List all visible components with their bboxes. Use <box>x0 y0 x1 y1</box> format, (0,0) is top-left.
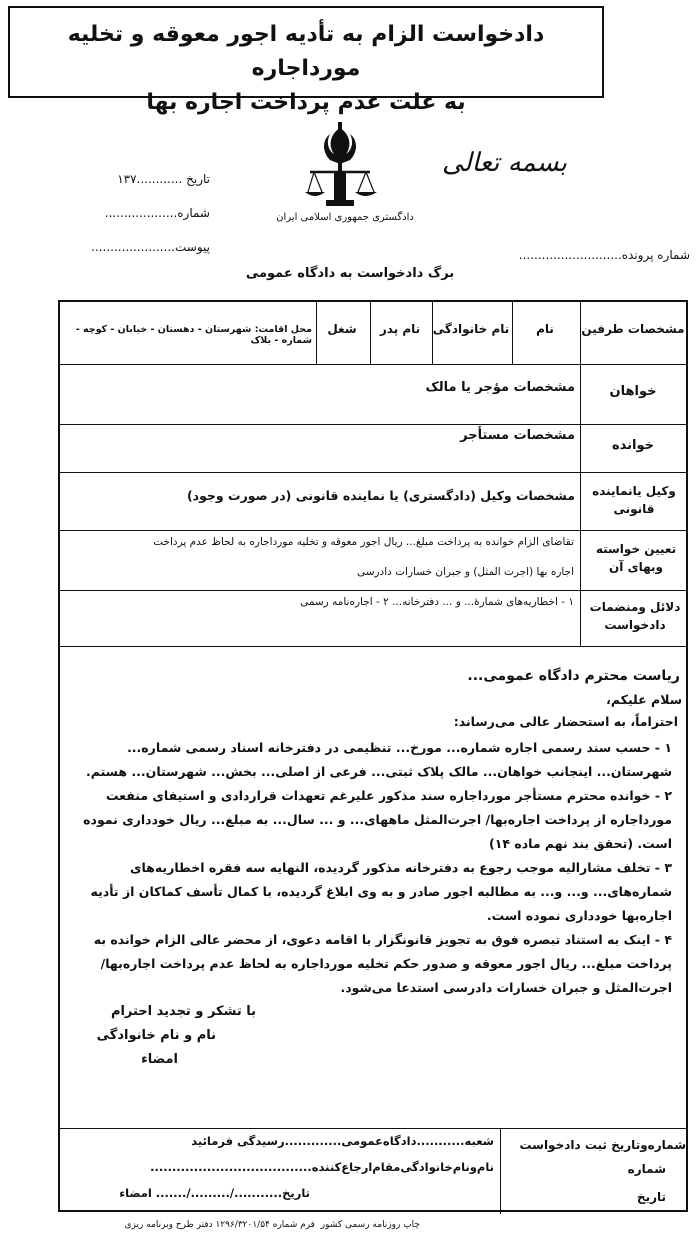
family-name-header: نام خانوادگی <box>432 322 510 336</box>
claim-label: تعیین خواسته وبهای آن <box>595 542 677 574</box>
attachment-field[interactable]: پیوست...................... <box>91 240 210 254</box>
date-field[interactable]: تاریخ ............۱۳۷ <box>117 172 210 186</box>
father-name-header: نام پدر <box>379 322 421 336</box>
plaintiff-label: خواهان <box>609 384 657 399</box>
defendant-label: خوانده <box>611 438 655 453</box>
paragraph-3-line-2: شماره‌های... و... و... به مطالبه اجور صادر و به وی ابلاغ گردیده، با کمال تأسف کماکان از تأدیه <box>90 884 672 899</box>
defendant-value[interactable]: مشخصات مستأجر <box>460 428 575 443</box>
letter-greeting: سلام علیکم، <box>606 692 682 707</box>
claim-value-line2[interactable]: اجاره بها (اجرت المثل) و جبران خسارات دادرسی <box>356 566 574 578</box>
form-number: فرم شماره ۱۲۹۶/۳۲۰۱/۵۴ دفتر طرح وبرنامه ریزی <box>124 1220 315 1230</box>
paragraph-1-line-1: ۱ - حسب سند رسمی اجاره شماره... مورخ... تنظیمی در دفترخانه اسناد رسمی شماره... <box>127 740 672 755</box>
letter-salutation: ریاست محترم دادگاه عمومی... <box>467 668 680 684</box>
paragraph-4-line-1: ۴ - اینک به استناد تبصره فوق به تجویز قانونگزار با اقامه دعوی، از محضر عالی الزام خوانده به <box>93 932 672 947</box>
letter-closing: با تشکر و تجدید احترام <box>110 1004 256 1019</box>
paragraph-1-line-2: شهرستان... اینجانب خواهان... مالک پلاک ثبتی... فرعی از اصلی... بخش... شهرستان... هستم. <box>86 764 672 779</box>
registration-number[interactable]: شماره <box>627 1162 666 1176</box>
letter-signature-label[interactable]: امضاء <box>141 1052 178 1067</box>
paragraph-4-line-2: پرداخت مبلغ... ریال اجور معوقه و صدور حکم تخلیه مورداجاره به لحاظ عدم پرداخت اجاره‌بها/ <box>100 956 672 971</box>
letter-name-label[interactable]: نام و نام خانوادگی <box>96 1028 216 1043</box>
branch-line[interactable]: شعبه...........دادگاه‌عمومی.............رسیدگی فرمائید <box>191 1134 494 1148</box>
letter-respect: احتراماً، به استحضار عالی می‌رساند: <box>453 714 678 729</box>
emblem-caption: دادگستری جمهوری اسلامی ایران <box>276 212 414 223</box>
date-sign-line[interactable]: تاریخ.........../........./....... امضاء <box>119 1186 310 1200</box>
paragraph-2-line-1: ۲ - خوانده محترم مستأجر مورداجاره سند مذکور علیرغم تعهدات قراردادی و استیفای منفعت <box>105 788 672 803</box>
evidence-label: دلائل ومنضمات دادخواست <box>589 600 681 632</box>
paragraph-2-line-2: مورداجاره از پرداخت اجاره‌بها/ اجرت‌المثل ماههای... و ... سال... به مبلغ... ریال خودداری نموده <box>83 812 672 827</box>
letter-body[interactable] <box>66 736 672 1000</box>
title-line-1: دادخواست الزام به تأدیه اجور معوقه و تخلیه مورداجاره <box>67 22 545 81</box>
paragraph-4-line-3: اجرت‌المثل و جبران خسارات دادرسی استدعا می‌شود. <box>340 980 672 995</box>
print-credit: چاپ روزنامه رسمی کشور <box>320 1220 420 1230</box>
registration-date[interactable]: تاریخ <box>636 1190 666 1204</box>
address-header: محل اقامت: شهرستان - دهستان - خیابان - کوچه - شماره - بلاک <box>75 324 312 346</box>
job-header: شغل <box>327 322 357 336</box>
iran-emblem-icon <box>300 120 380 210</box>
paragraph-3-line-1: ۳ - تخلف مشارالیه موجب رجوع به دفترخانه مذکور گردیده، النهایه سه فقره اخطاریه‌های <box>130 860 672 875</box>
lawyer-label: وکیل یانماینده قانونی <box>592 484 676 516</box>
registration-title: شماره‌وتاریخ ثبت دادخواست <box>519 1138 686 1152</box>
file-number-field[interactable]: شماره پرونده........................... <box>518 248 690 262</box>
evidence-value[interactable]: ۱ - اخطاریه‌های شمارهٔ... و ... دفترخانه... ۲ - اجاره‌نامه رسمی <box>300 596 574 608</box>
parties-header: مشخصات طرفین <box>581 322 685 336</box>
paragraph-3-line-3: اجاره‌بها خودداری نموده است. <box>486 908 672 923</box>
name-header: نام <box>536 322 554 336</box>
number-field[interactable]: شماره................... <box>104 206 210 220</box>
title-line-2: به علت عدم پرداخت اجاره بها <box>146 90 466 115</box>
claim-value-line1[interactable]: تقاضای الزام خوانده به پرداخت مبلغ... ریال اجور معوقه و تخلیه مورداجاره به لحاظ عدم پرداخت <box>153 536 574 548</box>
form-title: برگ دادخواست به دادگاه عمومی <box>245 266 455 281</box>
referrer-line[interactable]: نام‌ونام‌خانوادگی‌مقام‌ارجاع‌کننده..................................... <box>150 1160 494 1174</box>
plaintiff-value[interactable]: مشخصات مؤجر یا مالک <box>425 380 575 395</box>
bismillah: بسمه تعالی <box>442 148 567 178</box>
lawyer-value[interactable]: مشخصات وکیل (دادگستری) یا نماینده قانونی (در صورت وجود) <box>186 488 575 503</box>
paragraph-2-line-3: است. (تحقق بند نهم ماده ۱۴) <box>489 836 672 851</box>
document-title <box>8 6 604 115</box>
